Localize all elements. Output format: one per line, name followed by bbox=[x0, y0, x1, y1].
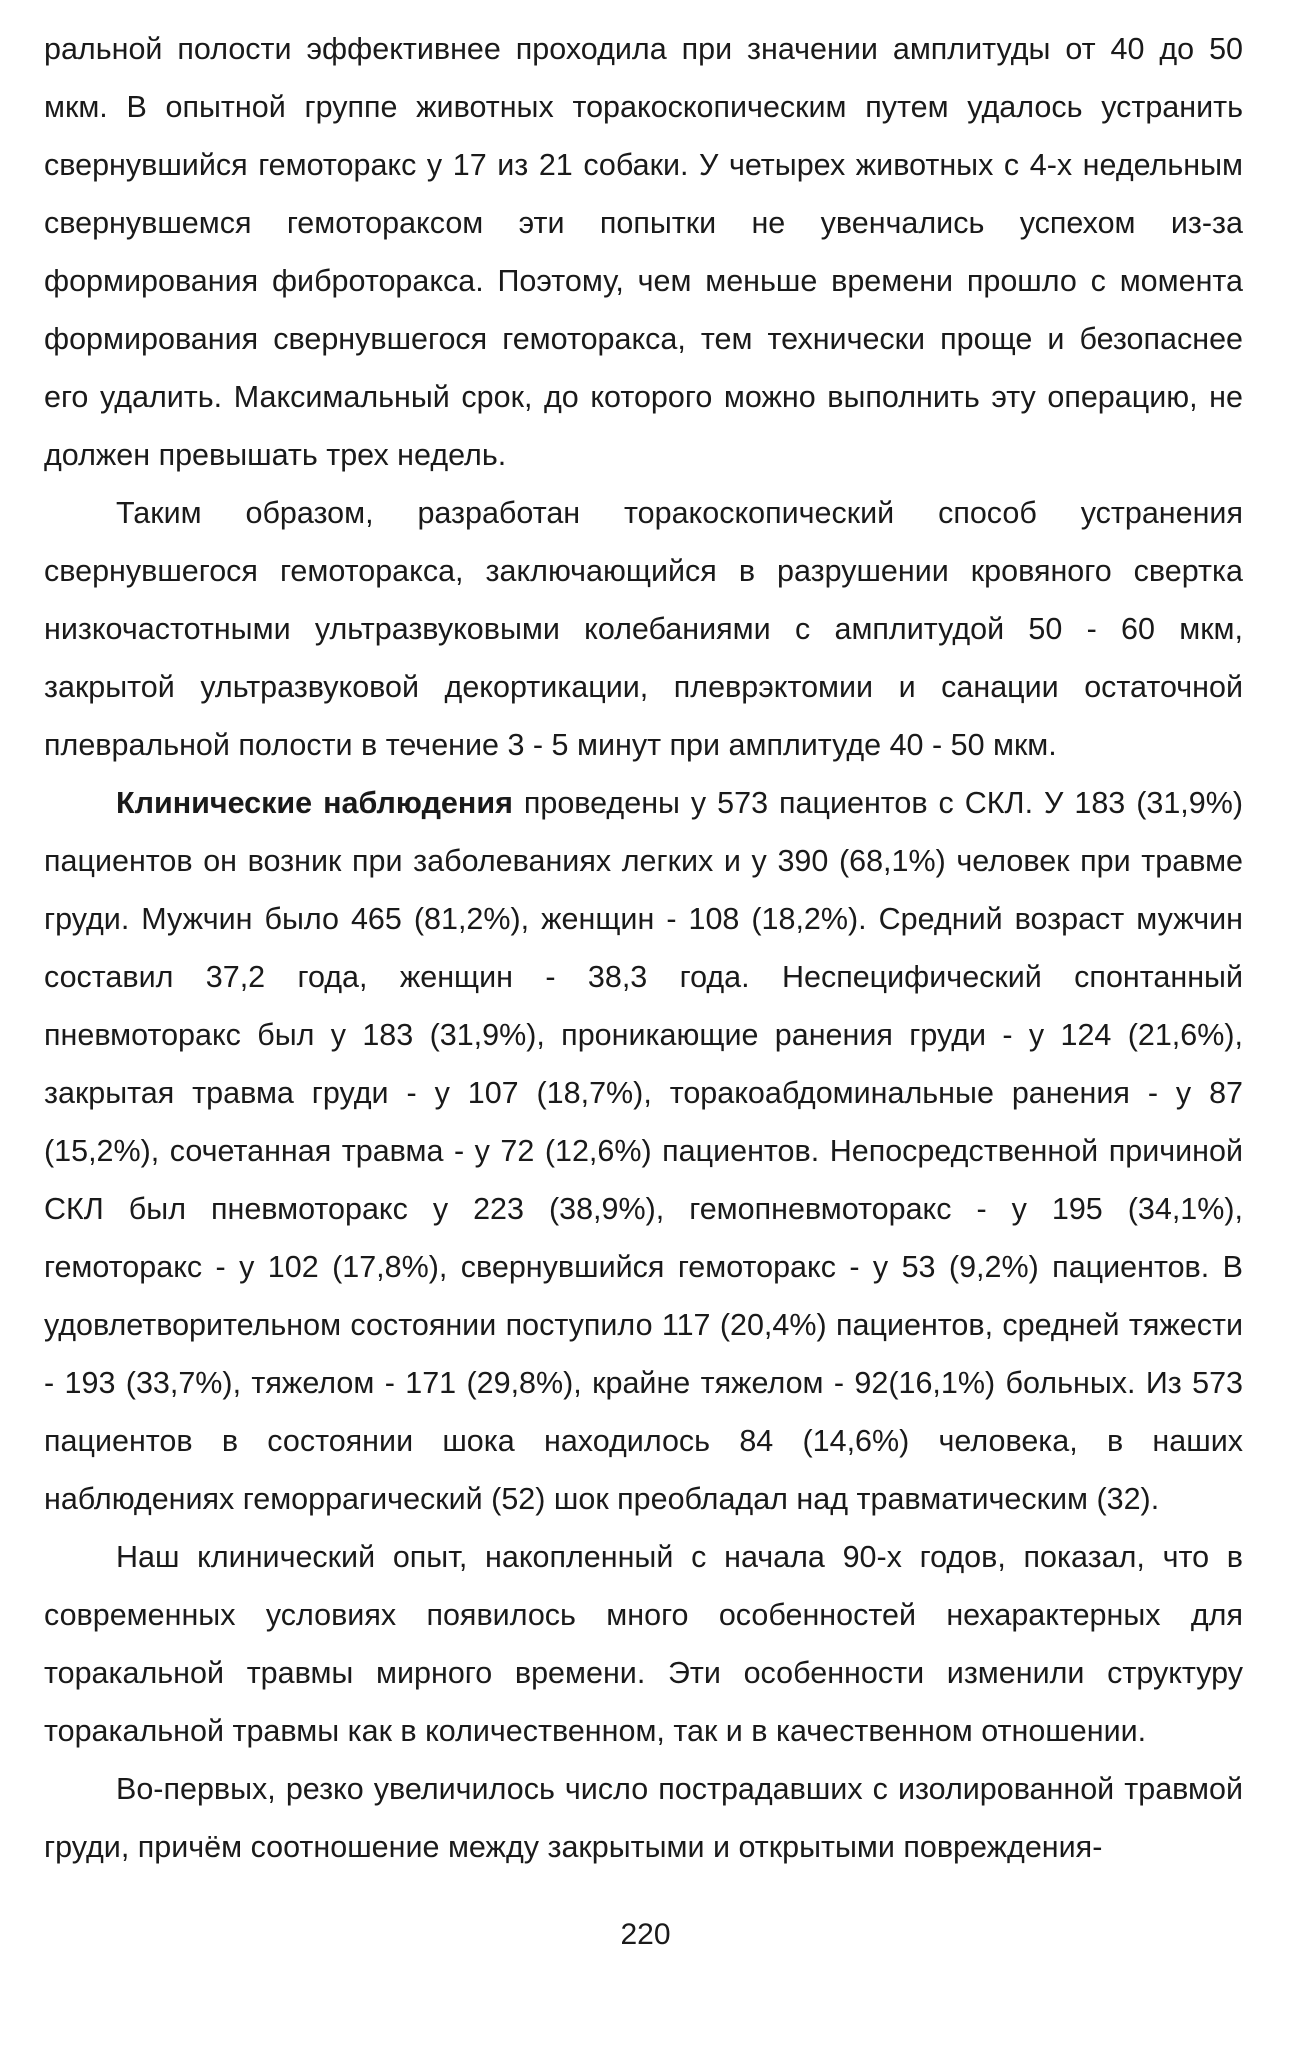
paragraph-continuation bbox=[44, 20, 1243, 484]
paragraph-lead-heading: Клинические наблюдения bbox=[116, 786, 513, 820]
paragraph-summary bbox=[44, 484, 1243, 774]
paragraph-text: проведены у 573 пациентов с СКЛ. У 183 (31,9%) пациентов он возник при заболеваниях легких и у 390 (68,1%) человек при травме груди. Мужчин было 465 (81,2%), женщин - 108 (18,2%). Средний возраст мужчин составил 37,2 года, женщин - 38,3 года. Неспецифический спонтанный пневмоторакс был у 183 (31,9%), проникающие ранения груди - у 124 (21,6%), закрытая травма груди - у 107 (18,7%), торакоабдоминальные ранения - у 87 (15,2%), сочетанная травма - у 72 (12,6%) пациентов. Непосредственной причиной СКЛ был пневмоторакс у 223 (38,9%), гемопневмоторакс - у 195 (34,1%), гемоторакс - у 102 (17,8%), свернувшийся гемоторакс - у 53 (9,2%) пациентов. В удовлетворительном состоянии поступило 117 (20,4%) пациентов, средней тяжести - 193 (33,7%), тяжелом - 171 (29,8%), крайне тяжелом - 92(16,1%) больных. Из 573 пациентов в состоянии шока находилось 84 (14,6%) человека, в наших наблюдениях геморрагический (52) шок преобладал над травматическим (32). bbox=[44, 786, 1243, 1516]
paragraph-text: Таким образом, разработан торакоскопический способ устранения свернувшегося гемоторакса, заключающийся в разрушении кровяного свертка низкочастотными ультразвуковыми колебаниями с амплитудой 50 - 60 мкм, закрытой ультразвуковой декортикации, плеврэктомии и санации остаточной плевральной полости в течение 3 - 5 минут при амплитуде 40 - 50 мкм. bbox=[44, 496, 1243, 762]
paragraph-clinical-observations bbox=[44, 774, 1243, 1528]
page-number: 220 bbox=[620, 1918, 671, 1951]
paragraph-text: Во-первых, резко увеличилось число пострадавших с изолированной травмой груди, причём соотношение между закрытыми и открытыми повреждения- bbox=[44, 1772, 1243, 1864]
paragraph-clinical-experience bbox=[44, 1528, 1243, 1760]
paragraph-text: ральной полости эффективнее проходила при значении амплитуды от 40 до 50 мкм. В опытной группе животных торакоскопическим путем удалось устранить свернувшийся гемоторакс у 17 из 21 собаки. У четырех животных с 4-х недельным свернувшемся гемотораксом эти попытки не увенчались успехом из-за формирования фиброторакса. Поэтому, чем меньше времени прошло с момента формирования свернувшегося гемоторакса, тем технически проще и безопаснее его удалить. Максимальный срок, до которого можно выполнить эту операцию, не должен превышать трех недель. bbox=[44, 32, 1243, 472]
paragraph-firstly bbox=[44, 1760, 1243, 1876]
page-body bbox=[44, 20, 1243, 1876]
paragraph-text: Наш клинический опыт, накопленный с начала 90-х годов, показал, что в современных условиях появилось много особенностей нехарактерных для торакальной травмы мирного времени. Эти особенности изменили структуру торакальной травмы как в количественном, так и в качественном отношении. bbox=[44, 1540, 1243, 1748]
